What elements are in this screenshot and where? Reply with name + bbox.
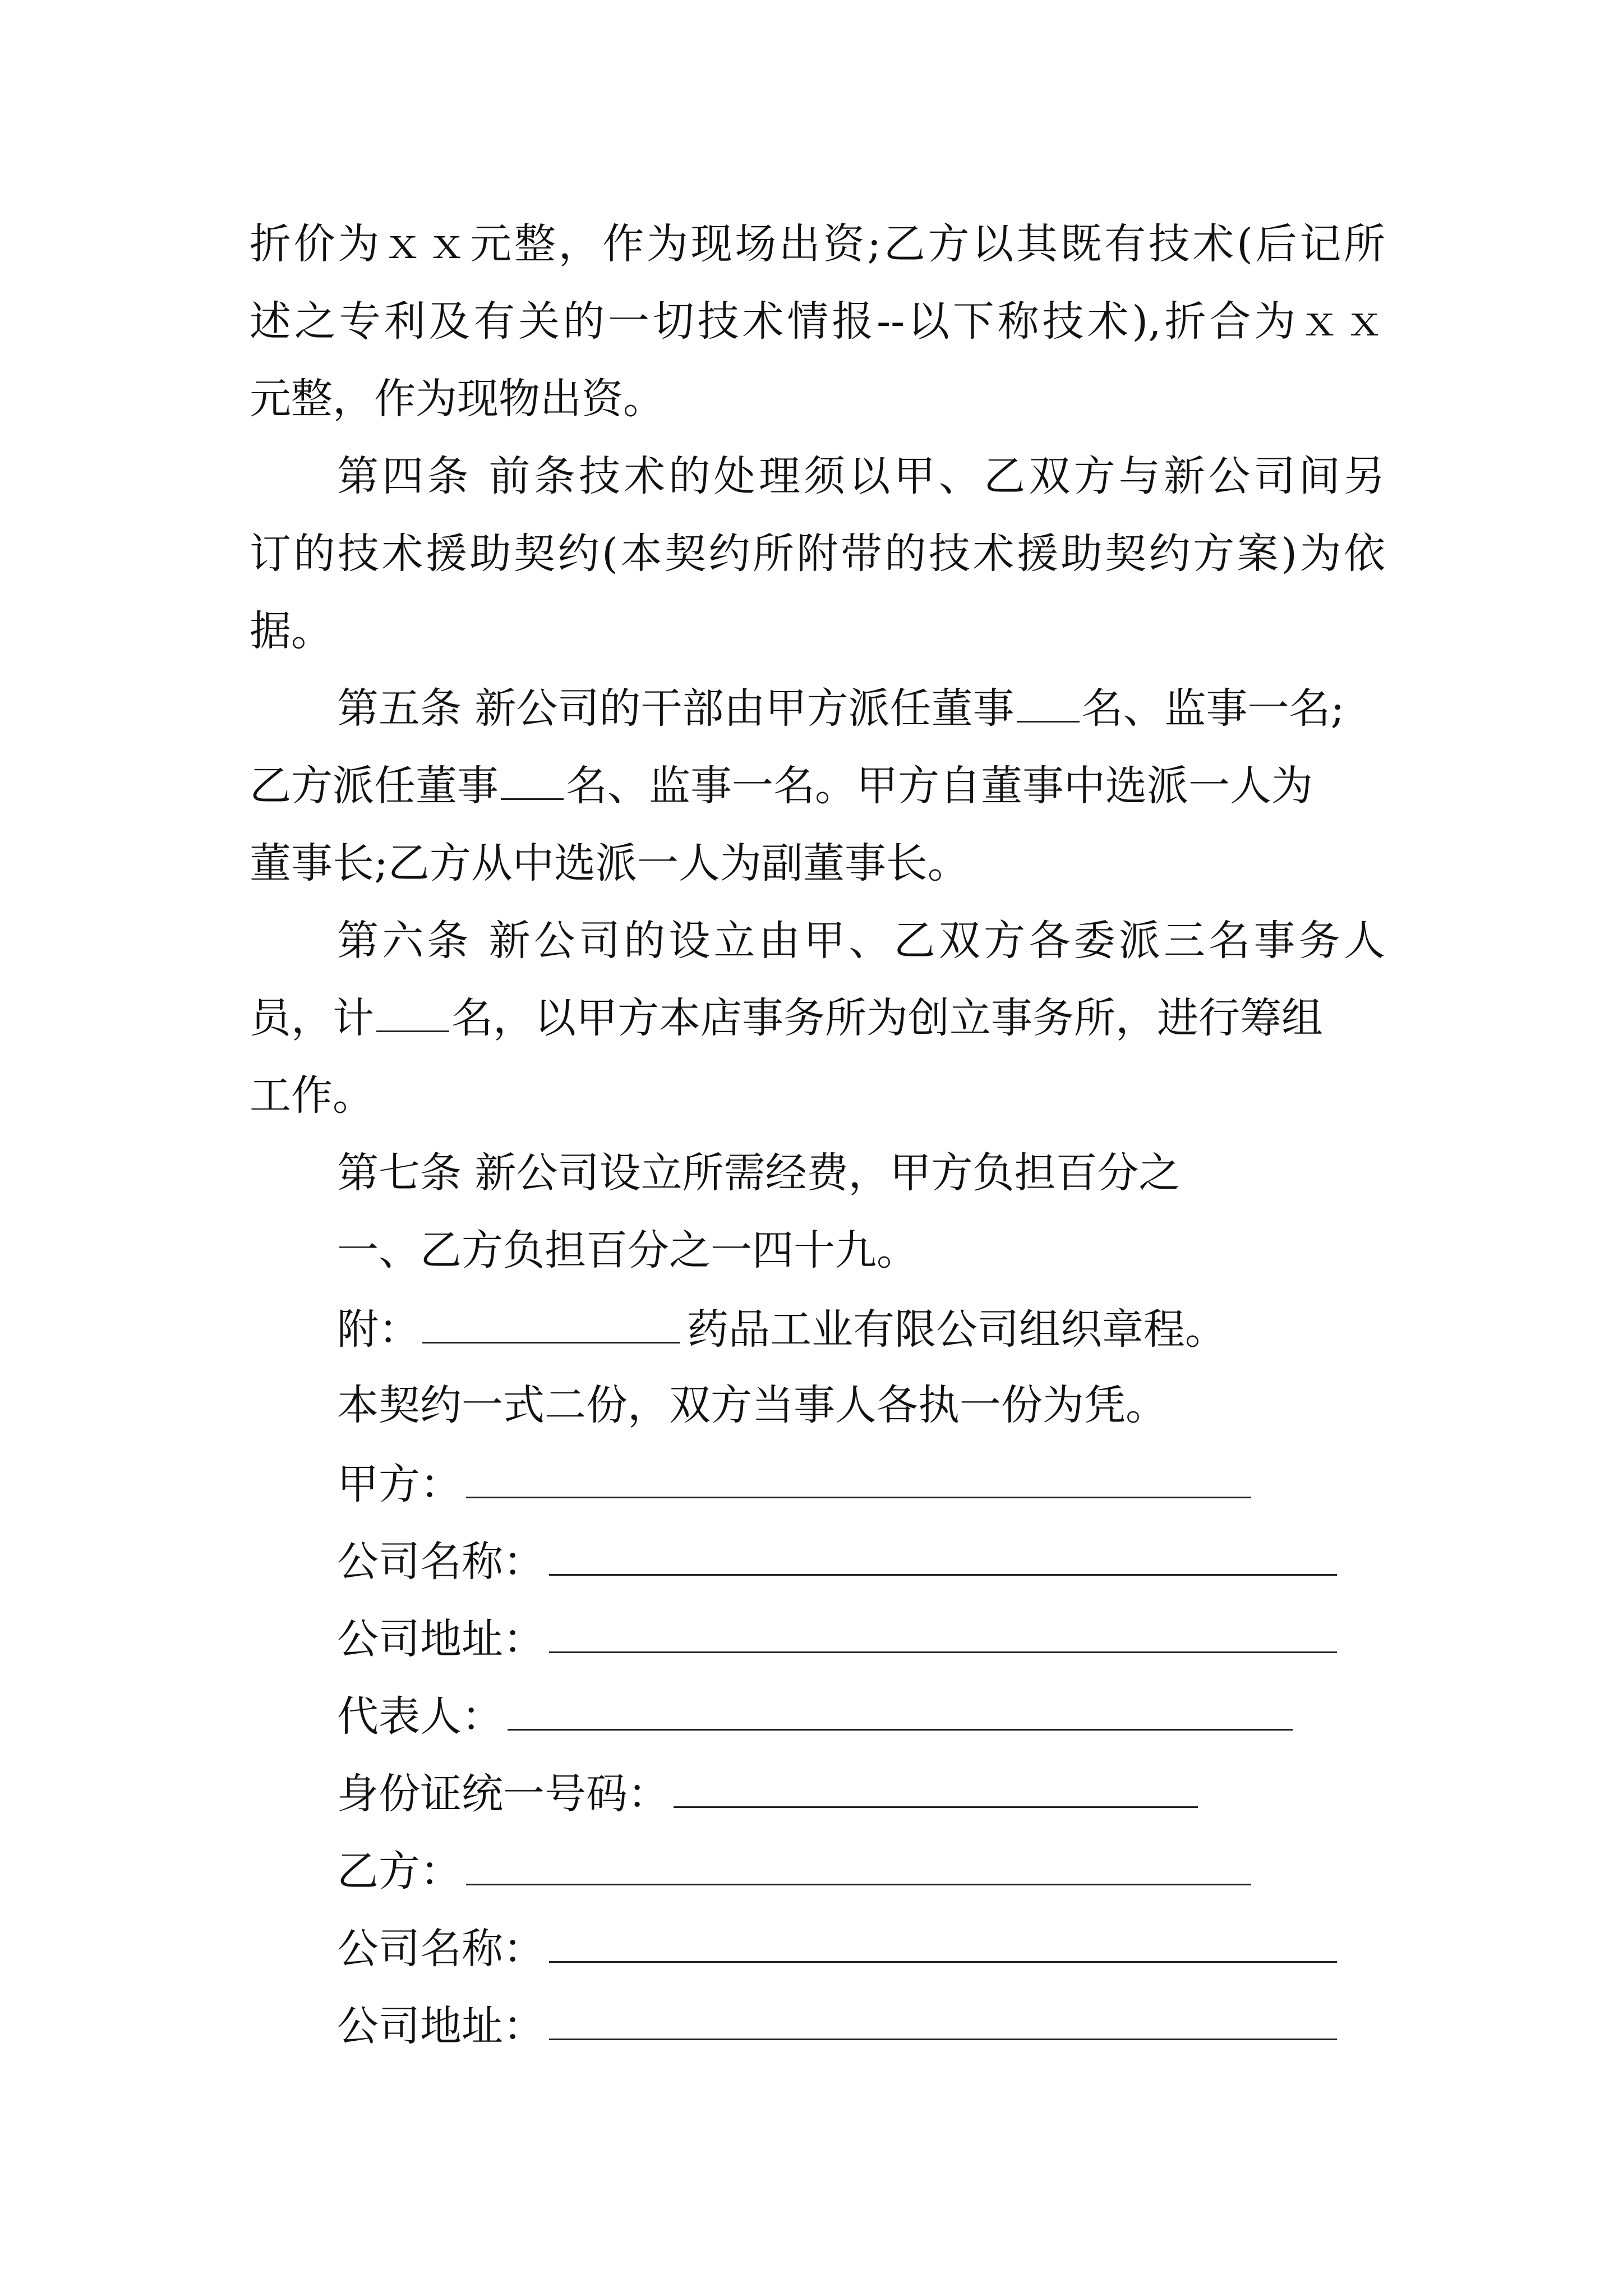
article-5-text: 乙方派任董事 [250, 762, 499, 810]
attachment-line [337, 1297, 1227, 1359]
party-b-company-name-line [337, 1916, 1337, 1978]
copies-line: 本契约一式二份，双方当事人各执一份为凭。 [337, 1381, 1167, 1429]
article-5-line [337, 678, 1385, 739]
attachment-suffix: 药品工业有限公司组织章程。 [687, 1305, 1227, 1354]
party-b-field[interactable] [466, 1839, 1251, 1885]
party-a-id-field[interactable] [674, 1761, 1198, 1808]
company-address-label: 公司地址： [337, 1615, 545, 1663]
paragraph-line: 元整，作为现物出资。 [250, 375, 665, 423]
article-6-line: 第六条 新公司的设立由甲、乙双方各委派三名事务人 [337, 917, 1385, 965]
paragraph-line: 折价为ｘｘ元整，作为现场出资;乙方以其既有技术(后记所 [250, 220, 1385, 268]
party-b-company-name-field[interactable] [549, 1916, 1337, 1963]
party-a-label: 甲方： [337, 1460, 462, 1508]
article-5-line [250, 755, 1385, 817]
party-a-representative-field[interactable] [508, 1684, 1293, 1731]
paragraph-line: 述之专利及有关的一切技术情报--以下称技术),折合为ｘｘ [250, 297, 1385, 346]
attachment-prefix: 附： [337, 1305, 420, 1354]
party-a-representative-line [337, 1684, 1293, 1746]
article-5-text: 名、监事一名; [1081, 684, 1345, 733]
party-b-company-address-field[interactable] [549, 1994, 1337, 2040]
party-a-company-name-field[interactable] [549, 1529, 1337, 1576]
company-name-label: 公司名称： [337, 1538, 545, 1586]
party-b-line [337, 1839, 1251, 1901]
company-name-label: 公司名称： [337, 1925, 545, 1973]
article-6-line: 工作。 [250, 1071, 374, 1120]
article-7-line: 一、乙方负担百分之一四十九。 [337, 1226, 918, 1274]
party-b-label: 乙方： [337, 1847, 462, 1895]
article-6-text: 员，计 [250, 994, 374, 1042]
article-4-line: 据。 [250, 607, 333, 655]
party-b-company-address-line [337, 1994, 1337, 2055]
representative-label: 代表人： [337, 1692, 503, 1741]
directors-count-blank[interactable] [501, 759, 564, 800]
party-a-company-address-line [337, 1607, 1337, 1668]
staff-count-blank[interactable] [376, 991, 449, 1032]
article-5-text: 名、监事一名。甲方自董事中选派一人为 [566, 762, 1313, 810]
article-7-line: 第七条 新公司设立所需经费，甲方负担百分之 [337, 1149, 1181, 1197]
article-4-line: 订的技术援助契约(本契约所附带的技术援助契约方案)为依 [250, 530, 1385, 578]
party-a-line [337, 1452, 1251, 1513]
article-6-line [250, 987, 1385, 1049]
company-address-label: 公司地址： [337, 2002, 545, 2050]
party-a-field[interactable] [466, 1452, 1251, 1498]
article-6-text: 名，以甲方本店事务所为创立事务所，进行筹组 [451, 994, 1323, 1042]
party-a-company-address-field[interactable] [549, 1607, 1337, 1653]
company-name-blank[interactable] [422, 1297, 680, 1343]
article-5-line: 董事长;乙方从中选派一人为副董事长。 [250, 839, 969, 887]
party-a-company-name-line [337, 1529, 1337, 1591]
directors-count-blank[interactable] [1017, 682, 1080, 723]
id-number-label: 身份证统一号码： [337, 1770, 669, 1818]
party-a-id-line [337, 1761, 1198, 1823]
article-5-text: 第五条 新公司的干部由甲方派任董事 [337, 684, 1015, 733]
article-4-line: 第四条 前条技术的处理须以甲、乙双方与新公司间另 [337, 452, 1385, 500]
